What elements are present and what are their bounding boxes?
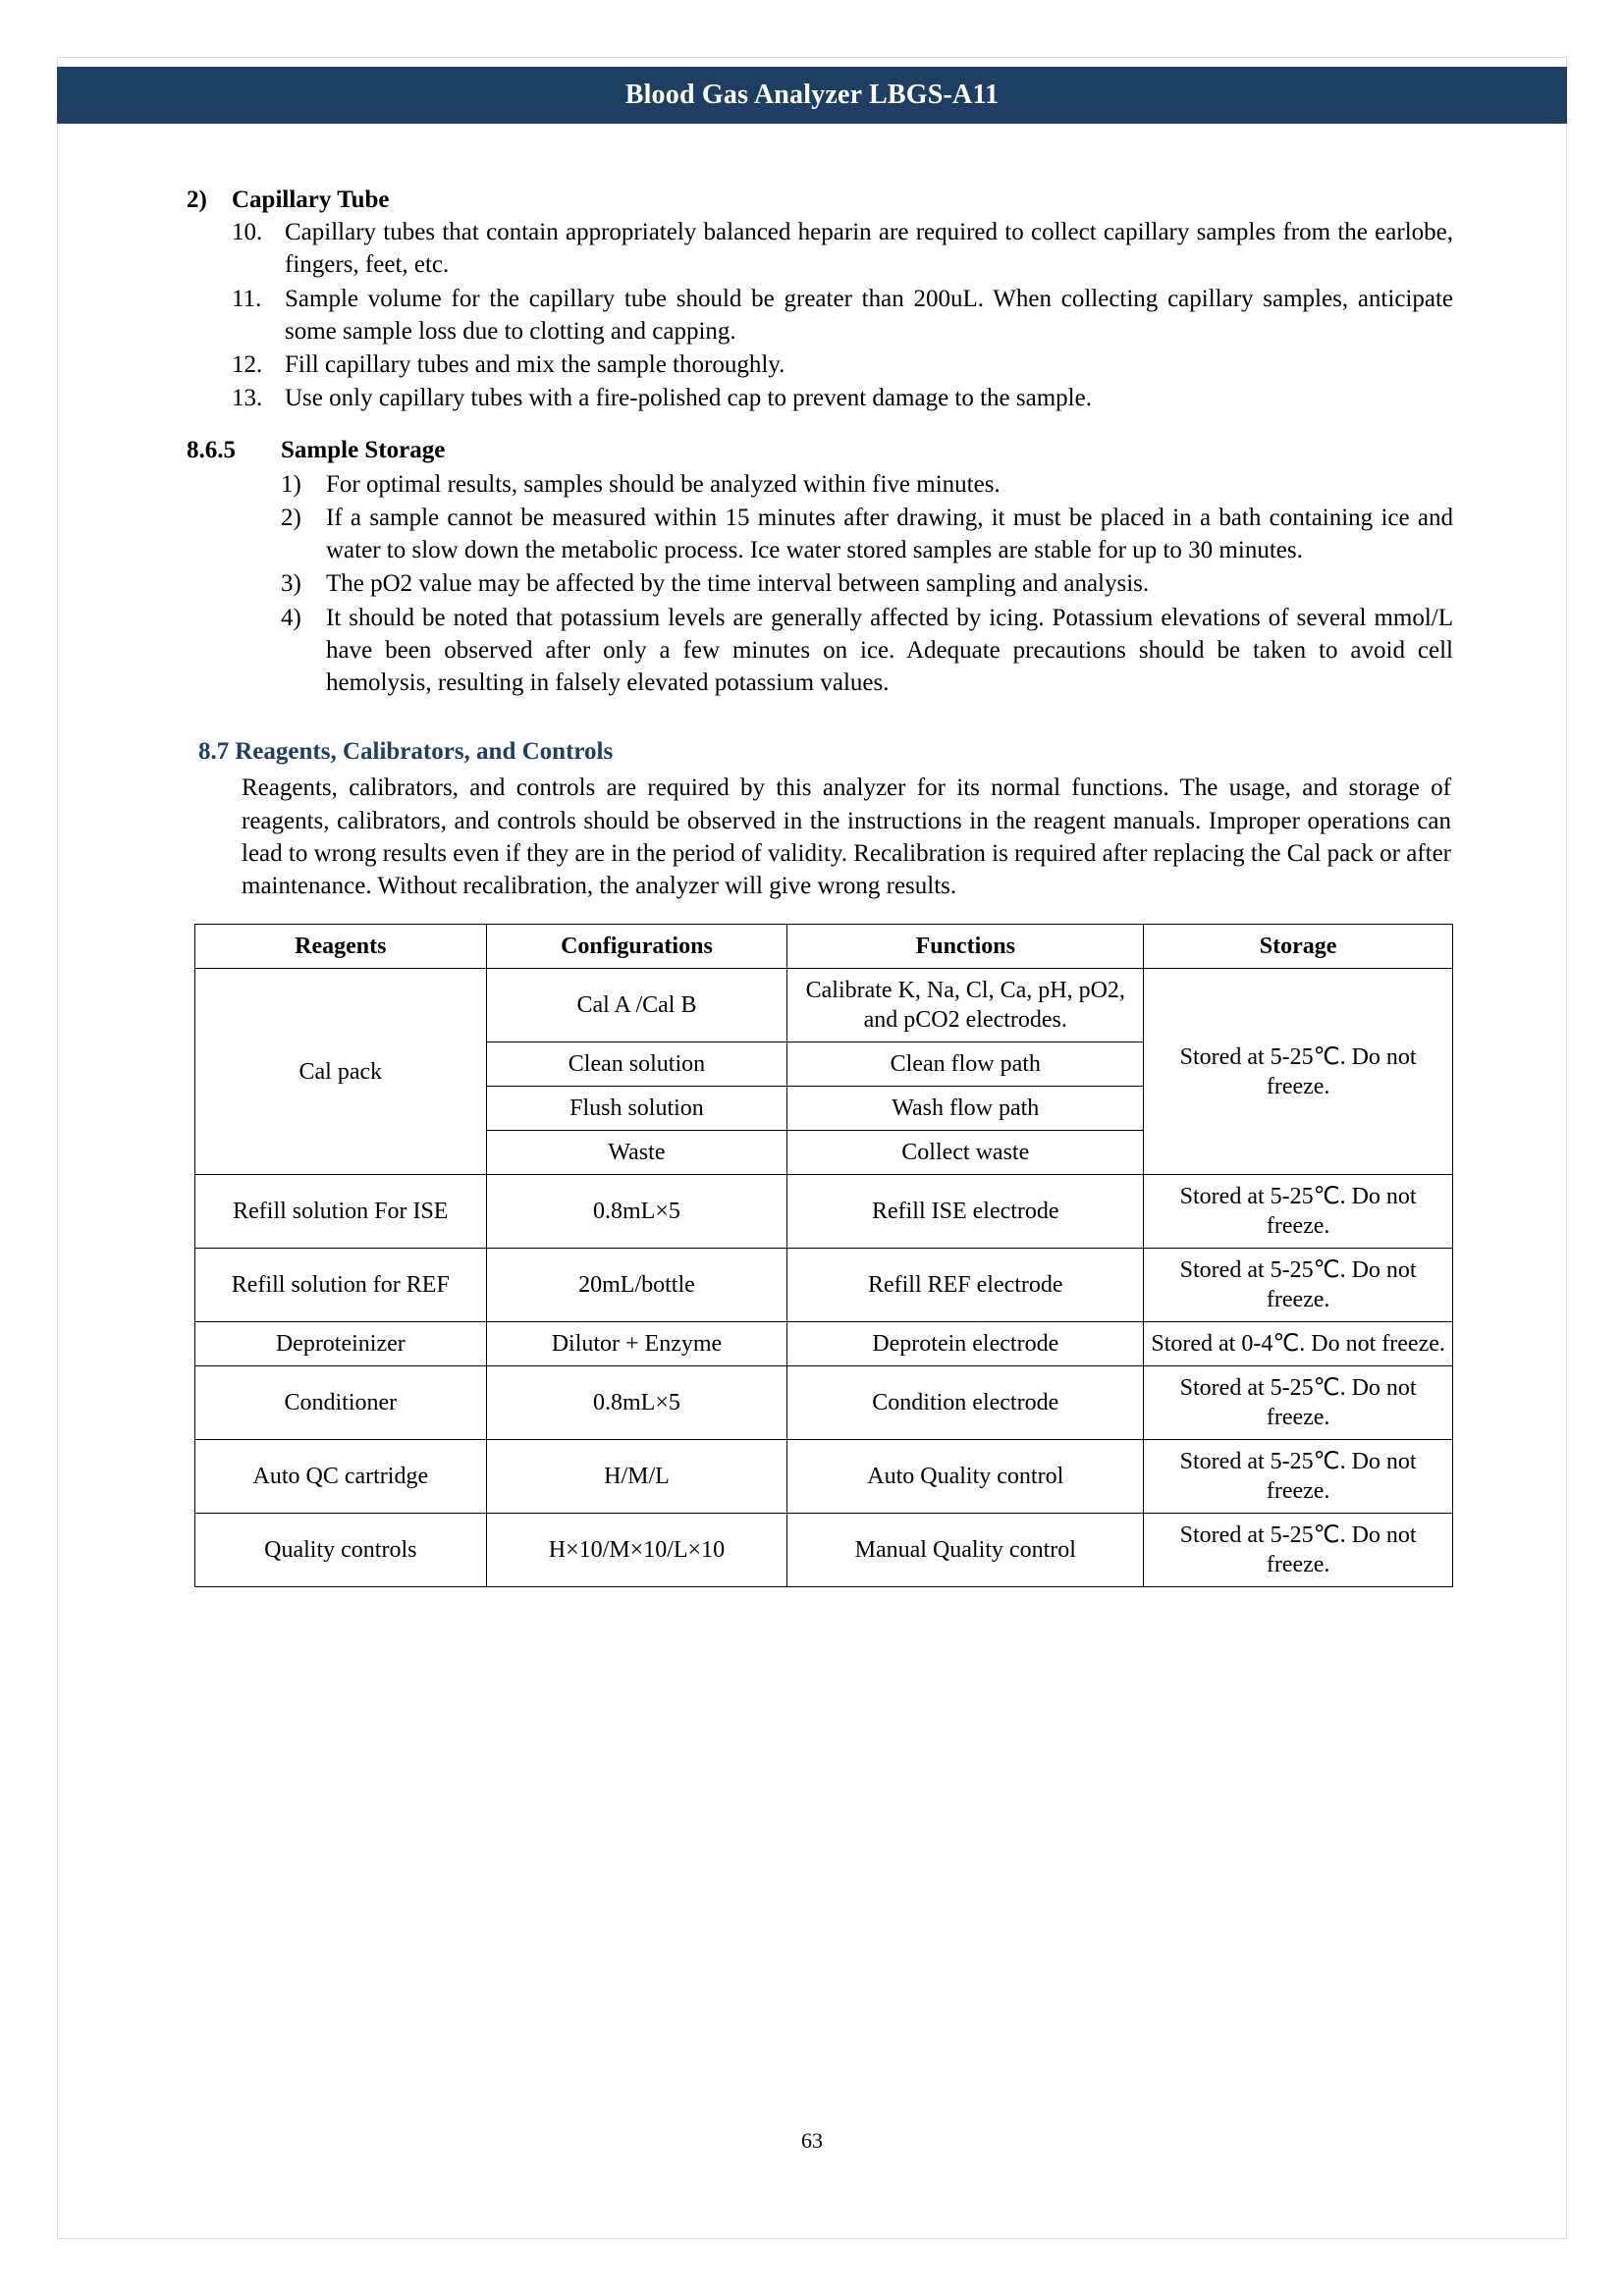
- cell-reagent: Deproteinizer: [195, 1322, 487, 1366]
- cell-function: Condition electrode: [787, 1366, 1144, 1440]
- document-header: [57, 67, 1567, 124]
- page-content: [187, 187, 1453, 1587]
- list-item: [232, 348, 1453, 381]
- page-number: 63: [801, 2128, 823, 2153]
- list-item-text: It should be noted that potassium levels are generally affected by icing. Potassium elevations of several mmol/L have been observed after only a few minutes on ice. Adequate precautions should be taken to avoid cell hemolysis, resulting in falsely elevated potassium values.: [326, 604, 1453, 696]
- column-header-storage: Storage: [1144, 925, 1453, 969]
- reagents-section-heading: [198, 738, 1453, 766]
- cell-storage: Stored at 5-25℃. Do not freeze.: [1144, 1175, 1453, 1249]
- cell-configuration: Waste: [486, 1131, 787, 1175]
- cell-configuration: H×10/M×10/L×10: [486, 1514, 787, 1587]
- list-item-text: The pO2 value may be affected by the time interval between sampling and analysis.: [326, 570, 1150, 598]
- list-item-marker: 11.: [232, 285, 262, 312]
- reagents-section-paragraph: Reagents, calibrators, and controls are required by this analyzer for its normal functions. The usage, and storage of reagents, calibrators, and controls should be observed in the instructions in the reagent manuals. Improper operations can lead to wrong results even if they are in the period of validity. Recalibration is required after replacing the Cal pack or after maintenance. Without recalibration, the analyzer will give wrong results.: [242, 774, 1451, 899]
- cell-configuration: 0.8mL×5: [486, 1175, 787, 1249]
- list-item: [232, 283, 1453, 348]
- list-item-text: Use only capillary tubes with a fire-polished cap to prevent damage to the sample.: [285, 385, 1092, 412]
- cell-configuration: Flush solution: [486, 1087, 787, 1131]
- list-item-text: If a sample cannot be measured within 15 minutes after drawing, it must be placed in a bath containing ice and water to slow down the metabolic process. Ice water stored samples are stable for up to 30 minutes.: [326, 504, 1453, 563]
- table-row: [195, 969, 1453, 1042]
- sample-storage-number: 8.6.5: [187, 436, 236, 463]
- cell-storage: Stored at 5-25℃. Do not freeze.: [1144, 969, 1453, 1175]
- sample-storage-heading: [187, 437, 1453, 464]
- table-header-row: [195, 925, 1453, 969]
- cell-configuration: Cal A /Cal B: [486, 969, 787, 1042]
- reagents-section-number: 8.7: [198, 738, 230, 766]
- capillary-tube-list: [232, 216, 1453, 415]
- cell-function: Deprotein electrode: [787, 1322, 1144, 1366]
- column-header-reagents: Reagents: [195, 925, 487, 969]
- table-row: [195, 1366, 1453, 1440]
- list-item-text: Sample volume for the capillary tube should be greater than 200uL. When collecting capillary samples, anticipate some sample loss due to clotting and capping.: [285, 285, 1453, 345]
- table-row: [195, 1440, 1453, 1514]
- cell-function: Manual Quality control: [787, 1514, 1144, 1587]
- list-item-marker: 3): [281, 570, 301, 598]
- cell-configuration: 20mL/bottle: [486, 1249, 787, 1322]
- capillary-tube-marker: 2): [187, 187, 207, 213]
- list-item-text: For optimal results, samples should be analyzed within five minutes.: [326, 470, 1001, 498]
- cell-storage: Stored at 5-25℃. Do not freeze.: [1144, 1514, 1453, 1587]
- cell-function: Refill REF electrode: [787, 1249, 1144, 1322]
- list-item: [281, 502, 1453, 567]
- list-item-marker: 1): [281, 470, 301, 498]
- list-item-marker: 10.: [232, 219, 263, 245]
- cell-configuration: Clean solution: [486, 1042, 787, 1087]
- cell-function: Refill ISE electrode: [787, 1175, 1144, 1249]
- cell-function: Collect waste: [787, 1131, 1144, 1175]
- cell-function: Auto Quality control: [787, 1440, 1144, 1514]
- list-item-marker: 13.: [232, 385, 263, 412]
- cell-reagent: Cal pack: [195, 969, 487, 1175]
- cell-configuration: 0.8mL×5: [486, 1366, 787, 1440]
- cell-reagent: Quality controls: [195, 1514, 487, 1587]
- cell-storage: Stored at 5-25℃. Do not freeze.: [1144, 1366, 1453, 1440]
- list-item-marker: 12.: [232, 351, 263, 378]
- list-item-marker: 2): [281, 504, 301, 531]
- column-header-configurations: Configurations: [486, 925, 787, 969]
- cell-function: Calibrate K, Na, Cl, Ca, pH, pO2, and pCO2 electrodes.: [787, 969, 1144, 1042]
- list-item: [232, 216, 1453, 282]
- cell-function: Clean flow path: [787, 1042, 1144, 1087]
- list-item: [281, 602, 1453, 700]
- reagents-table: [194, 924, 1453, 1587]
- reagents-section-title: Reagents, Calibrators, and Controls: [235, 738, 614, 766]
- capillary-tube-heading: [187, 187, 1453, 214]
- sample-storage-title: Sample Storage: [281, 436, 446, 463]
- list-item: [281, 468, 1453, 501]
- cell-configuration: Dilutor + Enzyme: [486, 1322, 787, 1366]
- cell-reagent: Conditioner: [195, 1366, 487, 1440]
- column-header-functions: Functions: [787, 925, 1144, 969]
- table-row: [195, 1175, 1453, 1249]
- capillary-tube-title: Capillary Tube: [232, 187, 390, 213]
- list-item-text: Fill capillary tubes and mix the sample thoroughly.: [285, 351, 785, 378]
- list-item: [281, 567, 1453, 600]
- table-row: [195, 1249, 1453, 1322]
- sample-storage-list: [281, 468, 1453, 700]
- cell-reagent: Auto QC cartridge: [195, 1440, 487, 1514]
- cell-storage: Stored at 5-25℃. Do not freeze.: [1144, 1249, 1453, 1322]
- header-title: Blood Gas Analyzer LBGS-A11: [624, 80, 1000, 110]
- cell-function: Wash flow path: [787, 1087, 1144, 1131]
- list-item-marker: 4): [281, 604, 301, 631]
- table-row: [195, 1514, 1453, 1587]
- cell-configuration: H/M/L: [486, 1440, 787, 1514]
- cell-storage: Stored at 5-25℃. Do not freeze.: [1144, 1440, 1453, 1514]
- cell-reagent: Refill solution For ISE: [195, 1175, 487, 1249]
- table-row: [195, 1322, 1453, 1366]
- cell-reagent: Refill solution for REF: [195, 1249, 487, 1322]
- cell-storage: Stored at 0-4℃. Do not freeze.: [1144, 1322, 1453, 1366]
- list-item-text: Capillary tubes that contain appropriately balanced heparin are required to collect capillary samples from the earlobe, fingers, feet, etc.: [285, 219, 1453, 279]
- list-item: [232, 382, 1453, 414]
